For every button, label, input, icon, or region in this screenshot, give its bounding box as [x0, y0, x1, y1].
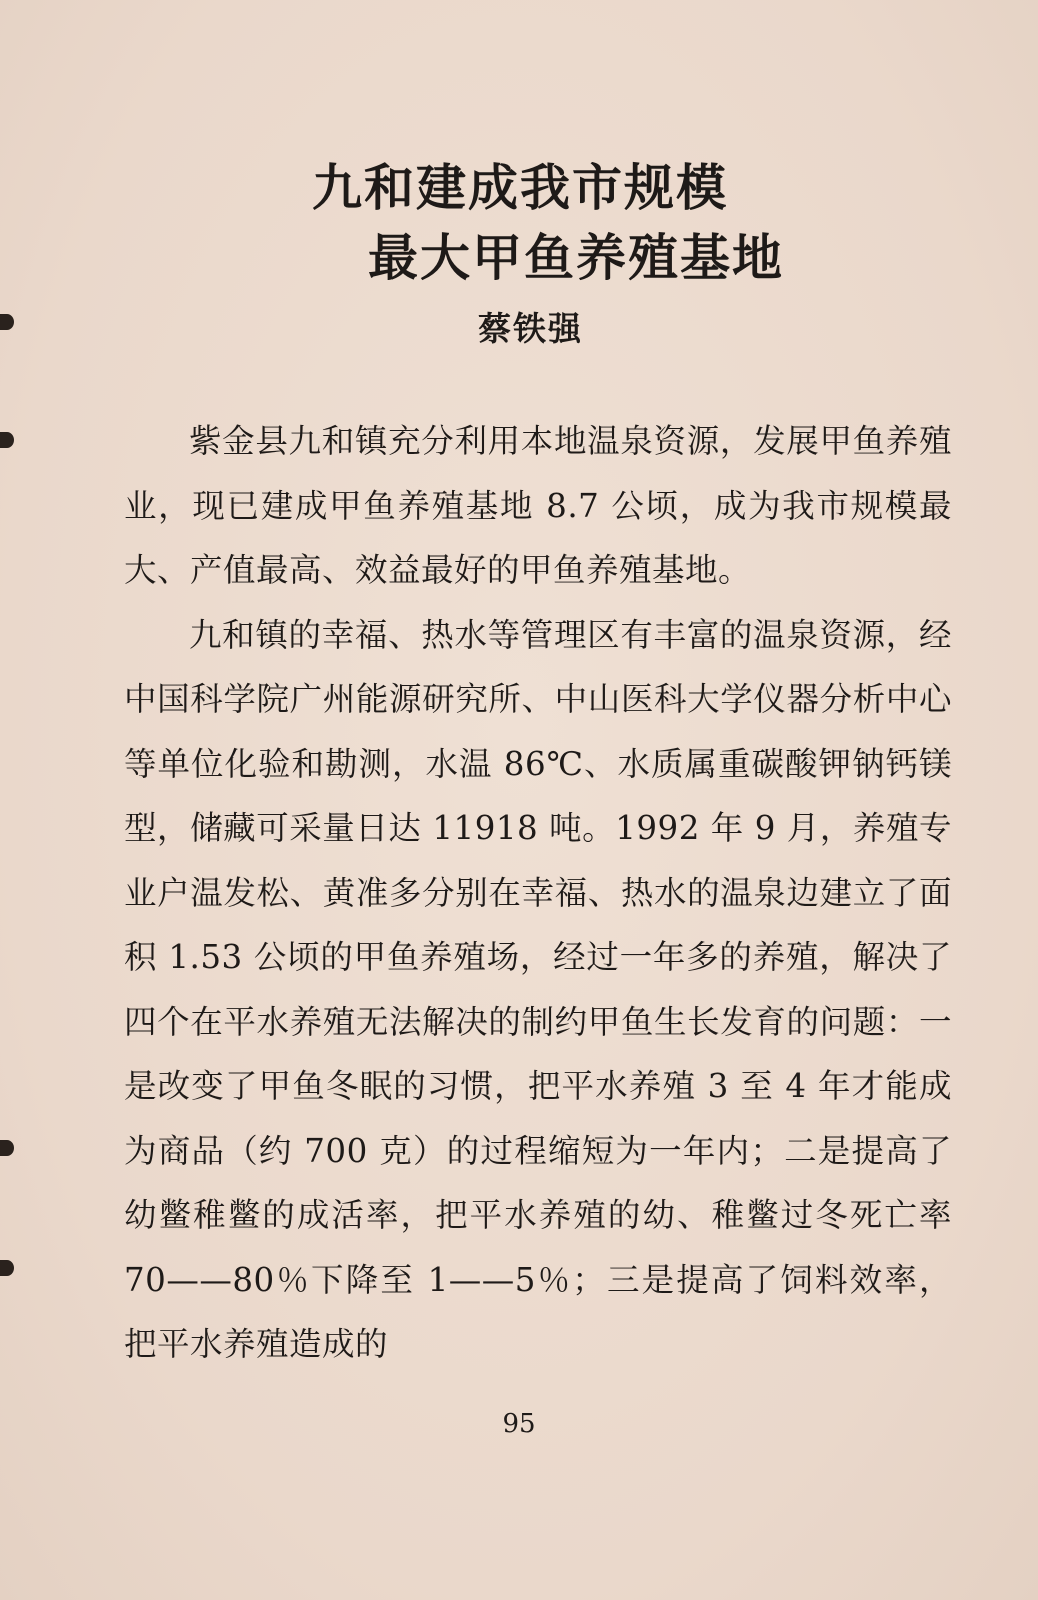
article-body: [124, 409, 952, 1377]
article-title-line-1: 九和建成我市规模: [312, 158, 728, 217]
binding-hole-mark: [0, 1260, 14, 1276]
binding-hole-mark: [0, 314, 14, 330]
binding-hole-mark: [0, 1140, 14, 1156]
binding-hole-mark: [0, 432, 14, 448]
paragraph: 紫金县九和镇充分利用本地温泉资源，发展甲鱼养殖业，现已建成甲鱼养殖基地 8.7 公顷，成为我市规模最大、产值最高、效益最好的甲鱼养殖基地。: [124, 422, 952, 589]
paragraph: 九和镇的幸福、热水等管理区有丰富的温泉资源，经中国科学院广州能源研究所、中山医科大学仪器分析中心等单位化验和勘测，水温 86℃、水质属重碳酸钾钠钙镁型，储藏可采量日达 11918 吨。1992 年 9 月，养殖专业户温发松、黄准多分别在幸福、热水的温泉边建立了面积 1.53 公顷的甲鱼养殖场，经过一年多的养殖，解决了四个在平水养殖无法解决的制约甲鱼生长发育的问题：一是改变了甲鱼冬眠的习惯，把平水养殖 3 至 4 年才能成为商品（约 700 克）的过程缩短为一年内；二是提高了幼鳖稚鳖的成活率，把平水养殖的幼、稚鳖过冬死亡率 70——80％下降至 1——5％；三是提高了饲料效率，把平水养殖造成的: [124, 615, 952, 1363]
article-author: 蔡铁强: [478, 309, 583, 348]
article-title-line-2: 最大甲鱼养殖基地: [368, 228, 784, 287]
page-number: 95: [502, 1409, 536, 1439]
